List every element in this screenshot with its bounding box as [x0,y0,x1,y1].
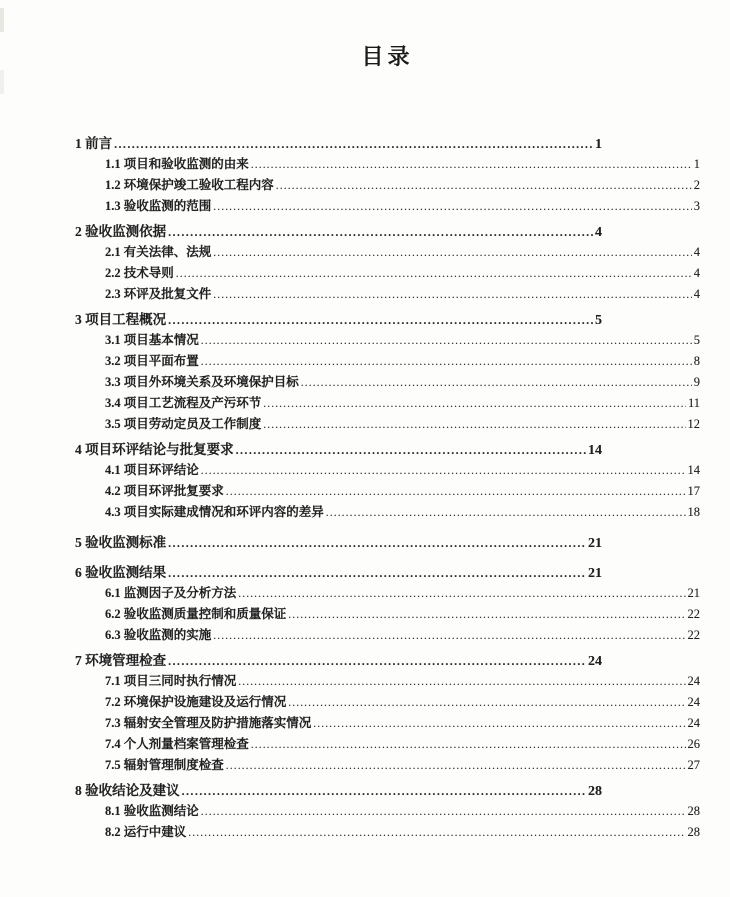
toc-entry-page: 27 [687,758,700,772]
dot-leader [276,176,692,197]
toc-entry [75,221,700,242]
toc-entry [75,309,700,330]
toc-entry-label: 7.5 辐射管理制度检查 [105,758,224,772]
toc-entry [75,154,700,175]
toc-section [75,439,700,523]
toc-entry-page: 5 [693,333,700,347]
toc-section [75,562,700,646]
toc-entry [75,734,700,755]
dot-leader [238,672,685,693]
toc-entry [75,780,700,801]
toc-entry-label: 4.3 项目实际建成情况和环评内容的差异 [105,505,324,519]
toc-entry-page: 24 [588,654,602,669]
toc-entry [75,393,700,414]
toc-entry-page: 1 [595,137,602,152]
toc-section [75,650,700,776]
toc-entry-label: 1.1 项目和验收监测的由来 [105,157,249,171]
toc-entry-label: 6.2 验收监测质量控制和质量保证 [105,607,287,621]
toc-entry [75,284,700,305]
dot-leader [168,310,593,331]
dot-leader [288,693,685,714]
dot-leader [251,155,692,176]
dot-leader [213,243,691,264]
toc-entry-label: 3.5 项目劳动定员及工作制度 [105,417,262,431]
toc-entry-label: 6.1 监测因子及分析方法 [105,586,237,600]
toc-entry-page: 4 [693,266,700,280]
toc-section [75,133,700,217]
toc-entry-page: 26 [687,737,700,751]
toc-entry-label: 3.2 项目平面布置 [105,354,199,368]
toc-entry [75,562,700,583]
toc-section [75,532,700,553]
toc-entry [75,604,700,625]
toc-entry [75,502,700,523]
toc-entry-label: 8.1 验收监测结论 [105,804,199,818]
toc-entry-page: 4 [595,225,602,240]
toc-entry [75,263,700,284]
dot-leader [213,285,691,306]
dot-leader [201,461,686,482]
dot-leader [288,605,685,626]
toc-entry [75,713,700,734]
toc-entry-label: 6 验收监测结果 [75,565,167,580]
toc-entry-label: 6.3 验收监测的实施 [105,628,212,642]
toc-entry-page: 4 [693,287,700,301]
dot-leader [201,352,692,373]
dot-leader [226,756,686,777]
toc-entry-label: 4.1 项目环评结论 [105,463,199,477]
toc-entry [75,460,700,481]
toc-entry-label: 1.3 验收监测的范围 [105,199,212,213]
dot-leader [236,440,586,461]
toc-entry-label: 7.1 项目三同时执行情况 [105,674,237,688]
toc-entry [75,671,700,692]
toc-entry-page: 17 [687,484,700,498]
dot-leader [263,415,685,436]
toc-entry-label: 7.3 辐射安全管理及防护措施落实情况 [105,716,312,730]
toc-entry-page: 18 [687,505,700,519]
toc-entry-label: 3.3 项目外环境关系及环境保护目标 [105,375,299,389]
dot-leader [176,264,692,285]
toc-entry-label: 4.2 项目环评批复要求 [105,484,224,498]
toc-entry [75,175,700,196]
scan-edge-artifact [0,8,4,32]
toc-entry-label: 2.1 有关法律、法规 [105,245,212,259]
toc-entry [75,822,700,843]
table-of-contents [75,133,700,843]
toc-entry-label: 7.2 环境保护设施建设及运行情况 [105,695,287,709]
dot-leader [213,197,691,218]
dot-leader [168,533,586,554]
dot-leader [301,373,692,394]
dot-leader [226,482,686,503]
dot-leader [168,651,586,672]
toc-entry-page: 22 [687,607,700,621]
page-title: 目录 [361,44,414,69]
toc-entry-label: 8 验收结论及建议 [75,783,180,798]
toc-entry-page: 1 [693,157,700,171]
toc-entry [75,196,700,217]
dot-leader [188,823,685,844]
dot-leader [326,503,686,524]
toc-section [75,309,700,435]
toc-entry-label: 1 前言 [75,136,113,151]
toc-entry [75,583,700,604]
toc-entry-page: 28 [687,804,700,818]
toc-entry [75,414,700,435]
toc-entry-label: 7 环境管理检查 [75,653,167,668]
toc-entry [75,242,700,263]
dot-leader [168,222,593,243]
toc-entry [75,625,700,646]
dot-leader [213,626,685,647]
toc-entry [75,439,700,460]
toc-entry-page: 28 [588,784,602,799]
toc-entry-label: 1.2 环境保护竣工验收工程内容 [105,178,274,192]
toc-section [75,221,700,305]
dot-leader [251,735,686,756]
toc-entry-page: 3 [693,199,700,213]
toc-entry [75,692,700,713]
toc-entry-page: 24 [687,695,700,709]
toc-entry-label: 3.4 项目工艺流程及产污环节 [105,396,262,410]
dot-leader [238,584,685,605]
toc-entry-page: 21 [687,586,700,600]
toc-entry-label: 4 项目环评结论与批复要求 [75,442,234,457]
toc-entry-page: 11 [687,396,700,410]
toc-entry-page: 2 [693,178,700,192]
toc-entry [75,532,700,553]
dot-leader [114,134,593,155]
toc-entry-label: 2.3 环评及批复文件 [105,287,212,301]
toc-entry-label: 3.1 项目基本情况 [105,333,199,347]
toc-entry-page: 24 [687,716,700,730]
dot-leader [263,394,686,415]
dot-leader [168,563,586,584]
toc-entry-label: 7.4 个人剂量档案管理检查 [105,737,249,751]
scan-edge-artifact [0,70,4,94]
toc-entry-label: 3 项目工程概况 [75,312,167,327]
toc-entry [75,481,700,502]
toc-entry-page: 22 [687,628,700,642]
toc-entry-label: 2.2 技术导则 [105,266,174,280]
toc-entry-page: 21 [588,536,602,551]
toc-entry [75,650,700,671]
toc-entry [75,801,700,822]
toc-entry-page: 21 [588,566,602,581]
toc-section [75,780,700,843]
toc-entry-page: 24 [687,674,700,688]
toc-entry-page: 14 [588,443,602,458]
toc-entry-page: 9 [693,375,700,389]
dot-leader [201,802,686,823]
toc-entry-label: 2 验收监测依据 [75,224,167,239]
toc-entry-label: 8.2 运行中建议 [105,825,187,839]
toc-entry-page: 4 [693,245,700,259]
toc-entry [75,133,700,154]
dot-leader [313,714,685,735]
toc-entry [75,372,700,393]
dot-leader [201,331,692,352]
toc-entry-page: 8 [693,354,700,368]
dot-leader [182,781,586,802]
toc-entry [75,755,700,776]
toc-entry-page: 12 [687,417,700,431]
toc-entry-page: 14 [687,463,700,477]
toc-entry [75,351,700,372]
toc-entry-page: 5 [595,313,602,328]
toc-entry-label: 5 验收监测标准 [75,535,167,550]
toc-entry [75,330,700,351]
toc-entry-page: 28 [687,825,700,839]
